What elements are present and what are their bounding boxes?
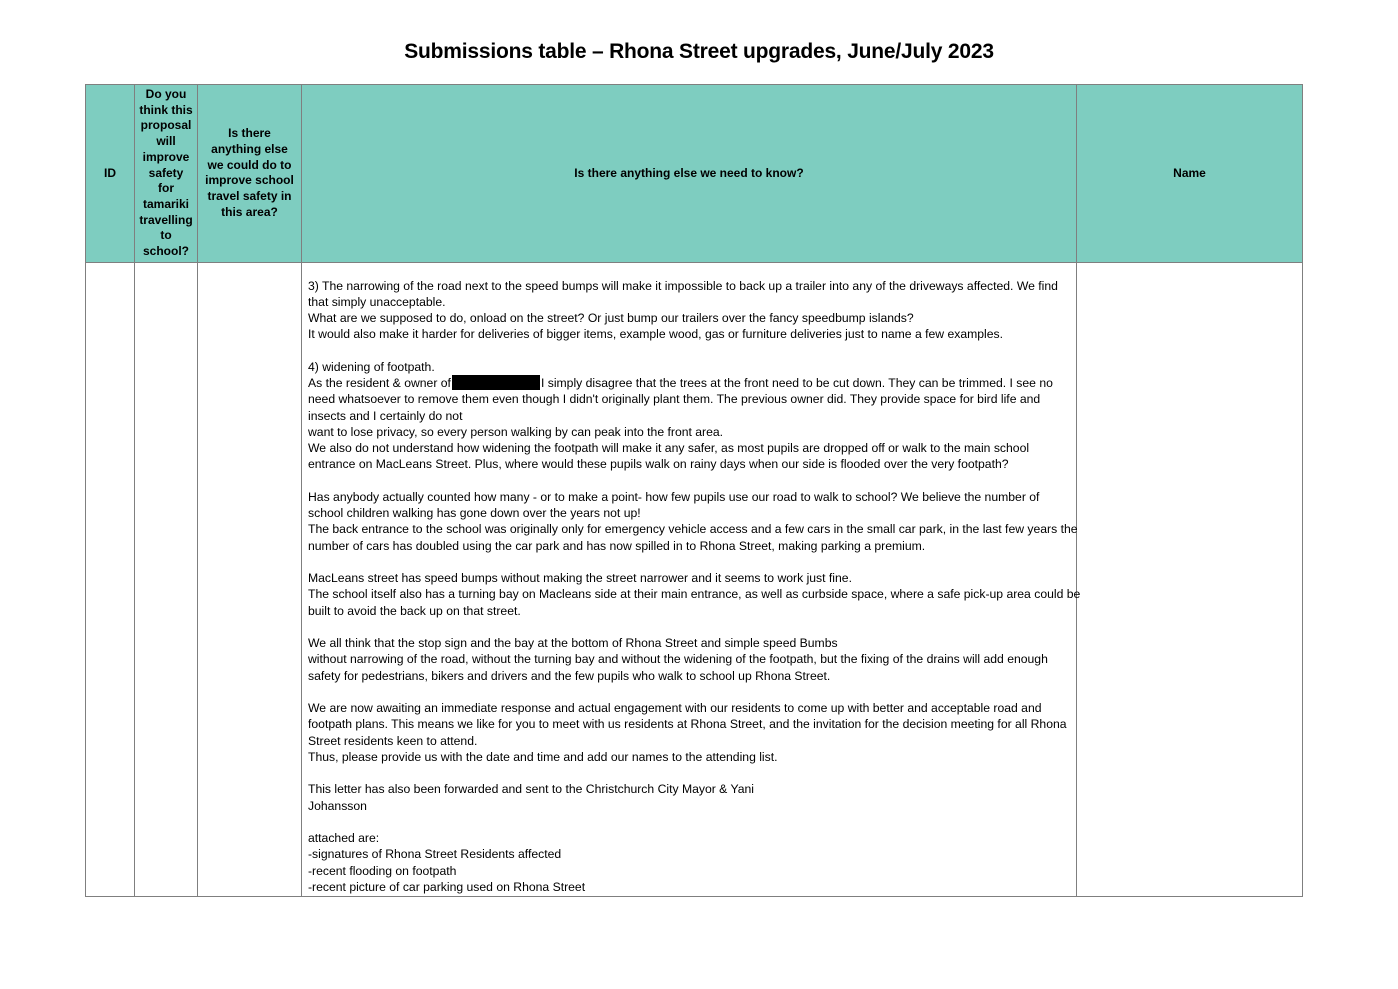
redaction-block — [452, 375, 540, 390]
text-line: attached are: — [308, 831, 380, 846]
header-improve-safety: Do you think this proposal will improve safety for tamariki travelling to school? — [135, 85, 198, 263]
text-line: safety for pedestrians, bikers and drivers and the few pupils who walk to school up Rhona Street. — [308, 668, 831, 683]
header-id: ID — [86, 85, 135, 263]
text-line: number of cars has doubled using the car park and has now spilled in to Rhona Street, making parking a premium. — [308, 538, 926, 553]
cell-anything-else-do — [198, 262, 302, 896]
text-line: 3) The narrowing of the road next to the speed bumps will make it impossible to back up a trailer into any of the driveways affected. We find — [308, 278, 1058, 293]
cell-name — [1077, 262, 1303, 896]
text-line: The back entrance to the school was originally only for emergency vehicle access and a few cars in the small car park, in the last few years the — [308, 522, 1078, 537]
paragraph-stop-sign — [308, 635, 1070, 684]
text-fragment: I simply disagree that the trees at the front need to be cut down. They can be trimmed. I see no — [540, 376, 1053, 391]
text-line: Johansson — [308, 798, 367, 813]
text-line — [308, 375, 1070, 391]
text-line: insects and I certainly do not — [308, 408, 463, 423]
header-row — [86, 85, 1303, 263]
text-line: MacLeans street has speed bumps without making the street narrower and it seems to work just fine. — [308, 571, 852, 586]
page-title: Submissions table – Rhona Street upgrades, June/July 2023 — [404, 40, 994, 63]
text-line: We all think that the stop sign and the bay at the bottom of Rhona Street and simple speed Bumbs — [308, 636, 838, 651]
cell-id — [86, 262, 135, 896]
text-line: -recent picture of car parking used on Rhona Street — [308, 879, 586, 894]
cell-improve-safety — [135, 262, 198, 896]
text-line: want to lose privacy, so every person walking by can peak into the front area. — [308, 424, 724, 439]
paragraph-footpath-widening — [308, 359, 1070, 473]
text-line: footpath plans. This means we like for you to meet with us residents at Rhona Street, and the invitation for the decision meeting for all Rhona — [308, 717, 1067, 732]
text-fragment: As the resident & owner of — [308, 376, 451, 391]
paragraph-attachments — [308, 830, 1070, 895]
text-line: Street residents keen to attend. — [308, 733, 478, 748]
paragraph-macleans-street — [308, 570, 1081, 619]
text-line: that simply unacceptable. — [308, 294, 446, 309]
text-line: need whatsoever to remove them even though I didn't originally plant them. The previous owner did. They provide space for bird life and — [308, 392, 1041, 407]
submissions-table — [85, 84, 1303, 897]
header-need-to-know: Is there anything else we need to know? — [302, 85, 1077, 263]
text-line: built to avoid the back up on that street. — [308, 603, 521, 618]
text-line: We also do not understand how widening the footpath will make it any safer, as most pupils are dropped off or walk to the main school — [308, 441, 1030, 456]
text-line: We are now awaiting an immediate response and actual engagement with our residents to come up with better and acceptable road and — [308, 701, 1042, 716]
text-line: What are we supposed to do, onload on the street? Or just bump our trailers over the fancy speedbump islands? — [308, 311, 914, 326]
text-line: The school itself also has a turning bay on Macleans side at their main entrance, as well as curbside space, where a safe pick-up area could be — [308, 587, 1081, 602]
text-line: without narrowing of the road, without the turning bay and without the widening of the footpath, but the fixing of the drains will add enough — [308, 652, 1048, 667]
header-anything-else-do: Is there anything else we could do to improve school travel safety in this area? — [198, 85, 302, 263]
paragraph-pupil-counts — [308, 489, 1078, 554]
text-line: 4) widening of footpath. — [308, 359, 435, 374]
text-line: school children walking has gone down over the years not up! — [308, 506, 641, 521]
text-line: It would also make it harder for deliveries of bigger items, example wood, gas or furniture deliveries just to name a few examples. — [308, 327, 1004, 342]
text-line: -recent flooding on footpath — [308, 863, 457, 878]
header-name: Name — [1077, 85, 1303, 263]
table-row — [86, 262, 1303, 896]
text-line: This letter has also been forwarded and sent to the Christchurch City Mayor & Yani — [308, 782, 754, 797]
text-line: -signatures of Rhona Street Residents affected — [308, 847, 562, 862]
text-line: Has anybody actually counted how many - or to make a point- how few pupils use our road to walk to school? We believe the number of — [308, 489, 1040, 504]
cell-need-to-know — [302, 262, 1081, 896]
paragraph-forwarded — [308, 781, 1070, 814]
paragraph-trailer-access — [308, 278, 1070, 343]
paragraph-engagement-request — [308, 700, 1070, 765]
text-line: entrance on MacLeans Street. Plus, where would these pupils walk on rainy days when our side is flooded over the very footpath? — [308, 457, 1009, 472]
text-line: Thus, please provide us with the date and time and add our names to the attending list. — [308, 749, 778, 764]
